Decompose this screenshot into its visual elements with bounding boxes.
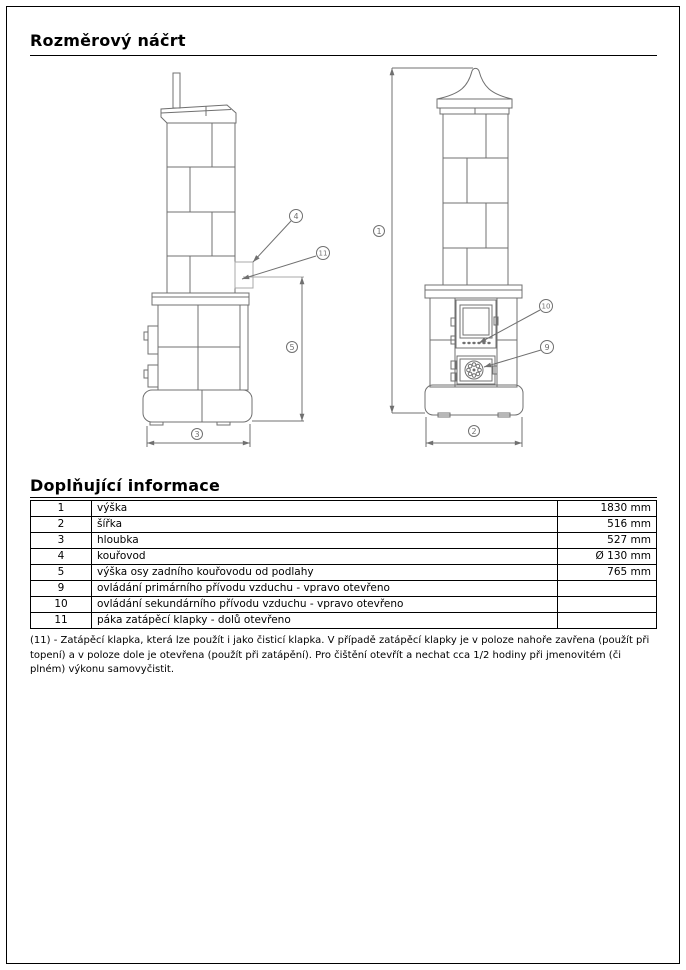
row-number: 4 — [31, 549, 92, 565]
row-label: hloubka — [92, 533, 558, 549]
row-number: 11 — [31, 613, 92, 629]
table-row — [31, 565, 657, 581]
secondary-air-vents — [462, 342, 490, 344]
dimension-1-label: 1 — [376, 227, 382, 236]
page-title: Rozměrový náčrt — [30, 31, 186, 50]
callout-11 — [242, 247, 330, 280]
plinth-base — [143, 390, 252, 422]
section-title: Doplňující informace — [30, 476, 221, 495]
row-value: 516 mm — [558, 517, 657, 533]
fire-door — [451, 300, 498, 348]
table-row — [31, 597, 657, 613]
info-table — [30, 500, 657, 629]
row-label: výška — [92, 501, 558, 517]
section-rule — [30, 497, 657, 498]
tile-column — [167, 123, 235, 293]
fire-door-window — [460, 305, 492, 338]
row-number: 1 — [31, 501, 92, 517]
dimension-5-label: 5 — [289, 343, 295, 352]
table-row — [31, 549, 657, 565]
row-number: 9 — [31, 581, 92, 597]
table-row — [31, 517, 657, 533]
table-row — [31, 501, 657, 517]
callout-11-label: 11 — [318, 249, 328, 258]
callout-9-label: 9 — [544, 343, 550, 352]
crown-bell — [437, 68, 512, 99]
row-value — [558, 597, 657, 613]
callout-4 — [253, 210, 303, 263]
row-number: 3 — [31, 533, 92, 549]
dimension-drawing — [30, 60, 660, 460]
row-value — [558, 613, 657, 629]
row-number: 5 — [31, 565, 92, 581]
callout-10-label: 10 — [541, 302, 551, 311]
row-value: Ø 130 mm — [558, 549, 657, 565]
footnote: (11) - Zatápěcí klapka, která lze použít i jako čisticí klapka. V případě zatápěcí klapky je v poloze nahoře zavřena (použít při topení) a v poloze dole je otevřena (použít při zatápění). Pro čištění otevřít a nechat cca 1/2 hodiny při jmenovitém (či plném) výkonu samovyčistit. — [30, 635, 650, 675]
row-label: šířka — [92, 517, 558, 533]
row-number: 10 — [31, 597, 92, 613]
callout-9 — [484, 341, 554, 368]
door-hinges — [144, 326, 158, 387]
plinth-base-front — [425, 385, 523, 415]
dimension-1 — [374, 68, 474, 413]
dimension-2-label: 2 — [471, 427, 477, 436]
title-rule — [30, 55, 657, 56]
chimney-pipe — [173, 73, 180, 108]
row-label: ovládání primárního přívodu vzduchu - vpravo otevřeno — [92, 581, 558, 597]
row-value: 527 mm — [558, 533, 657, 549]
row-value: 765 mm — [558, 565, 657, 581]
row-number: 2 — [31, 517, 92, 533]
stove-side-view — [143, 73, 253, 425]
table-row — [31, 613, 657, 629]
flue-outlet-box — [235, 262, 253, 288]
dimension-3-label: 3 — [194, 430, 200, 439]
row-label: kouřovod — [92, 549, 558, 565]
dimension-2 — [426, 417, 522, 447]
row-label: výška osy zadního kouřovodu od podlahy — [92, 565, 558, 581]
table-row — [31, 533, 657, 549]
stove-front-view — [425, 68, 523, 417]
row-label: páka zatápěcí klapky - dolů otevřeno — [92, 613, 558, 629]
dimension-3 — [147, 424, 250, 447]
row-value: 1830 mm — [558, 501, 657, 517]
top-cap — [161, 105, 236, 123]
table-row — [31, 581, 657, 597]
callout-10 — [479, 300, 553, 344]
row-label: ovládání sekundárního přívodu vzduchu - vpravo otevřeno — [92, 597, 558, 613]
air-control-knob — [465, 361, 483, 379]
mantel-shelf — [152, 293, 249, 305]
tile-column-front — [443, 114, 508, 285]
callout-4-label: 4 — [293, 212, 299, 221]
row-value — [558, 581, 657, 597]
ash-door — [451, 356, 497, 384]
mantel-shelf-front — [425, 285, 522, 298]
